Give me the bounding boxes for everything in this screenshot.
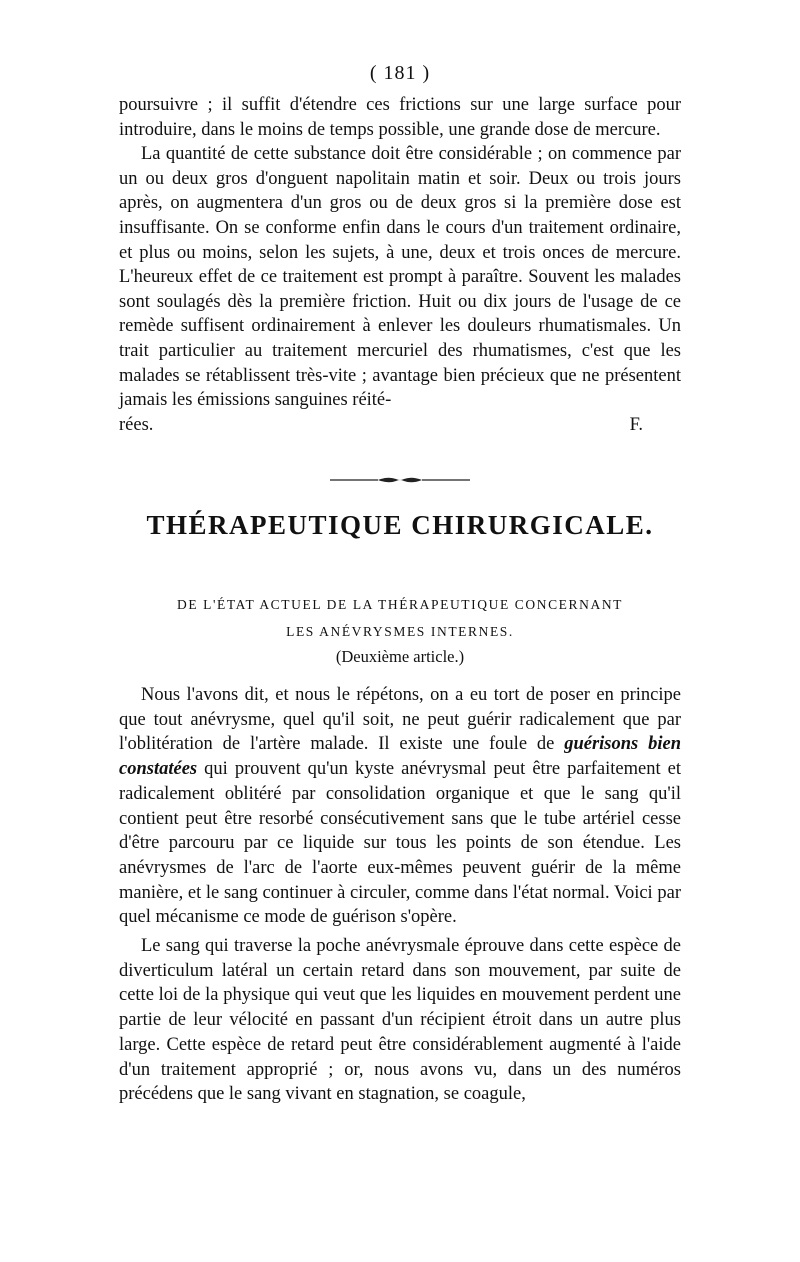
article-paragraph-1-start: Nous l'avons dit, et nous le répétons, on a eu tort de poser en principe que tout anévrysme, quel qu'il soit, ne peut guérir radicalement que par l'oblitération de l'artère malade. Il existe une foule de <box>119 685 681 755</box>
paragraph-last-word: rées. <box>119 414 154 435</box>
section-divider-ornament <box>330 475 470 485</box>
section-title: THÉRAPEUTIQUE CHIRURGICALE. <box>146 510 654 540</box>
article-paragraph-1-end: qui prouvent qu'un kyste anévrysmal peut être parfaitement et radicalement oblitéré par consolidation organique et que le sang qu'il contient peut être resorbé consécutivement sans que le tube artériel cesse d'être parcouru par ce liquide sur tous les points de son étendue. Les anévrysmes de l'arc de l'aorte eux-mêmes peuvent guérir de la même manière, et le sang continuer à circuler, comme dans l'état normal. Voici par quel mécanisme ce mode de guérison s'opère. <box>119 759 681 928</box>
article-paragraph-2: Le sang qui traverse la poche anévrysmale éprouve dans cette espèce de diverticulum latéral un certain retard dans son mouvement, par suite de cette loi de la physique qui veut que les liquides en mouvement perdent une partie de leur vélocité en passant d'un récipient étroit dans un autre plus large. Cette espèce de retard peut être considérablement augmenté à l'aide d'un traitement approprié ; or, nous avons vu, dans un des numéros précédens que le sang vivant en stagnation, se coagule, <box>119 936 681 1105</box>
page-number: ( 181 ) <box>369 62 431 84</box>
article-title-line-1: DE L'ÉTAT ACTUEL DE LA THÉRAPEUTIQUE CONCERNANT <box>176 597 624 612</box>
article-title-line-2: LES ANÉVRYSMES INTERNES. <box>286 624 514 639</box>
emphasized-phrase: guérisons bien constatées <box>119 734 681 780</box>
intro-paragraph-2: La quantité de cette substance doit être considérable ; on commence par un ou deux gros d'onguent napolitain matin et soir. Deux ou trois jours après, on augmentera d'un gros ou de deux gros si la première dose est insuffisante. On se conforme enfin dans le cours d'un traitement ordinaire, et plus ou moins, selon les sujets, à une, deux et trois onces de mercure. L'heureux effet de ce traitement est prompt à paraître. Souvent les malades sont soulagés dès la première friction. Huit ou dix jours de l'usage de ce remède suffisent ordinairement à enlever les douleurs rhumatismales. Un trait particulier au traitement mercuriel des rhumatismes, c'est que les malades se rétablissent très-vite ; avantage bien précieux que ne présentent jamais les émissions sanguines réité- <box>119 144 681 411</box>
paragraph-end-row <box>119 413 681 438</box>
article-body <box>119 683 681 1107</box>
intro-paragraph-1: poursuivre ; il suffit d'étendre ces frictions sur une large surface pour introduire, dans le moins de temps possible, une grande dose de mercure. <box>119 95 681 140</box>
author-signature: F. <box>629 414 643 435</box>
article-title <box>120 591 680 645</box>
article-subtitle: (Deuxième article.) <box>335 647 465 666</box>
article-paragraph-1 <box>119 683 681 930</box>
intro-text <box>119 93 681 437</box>
